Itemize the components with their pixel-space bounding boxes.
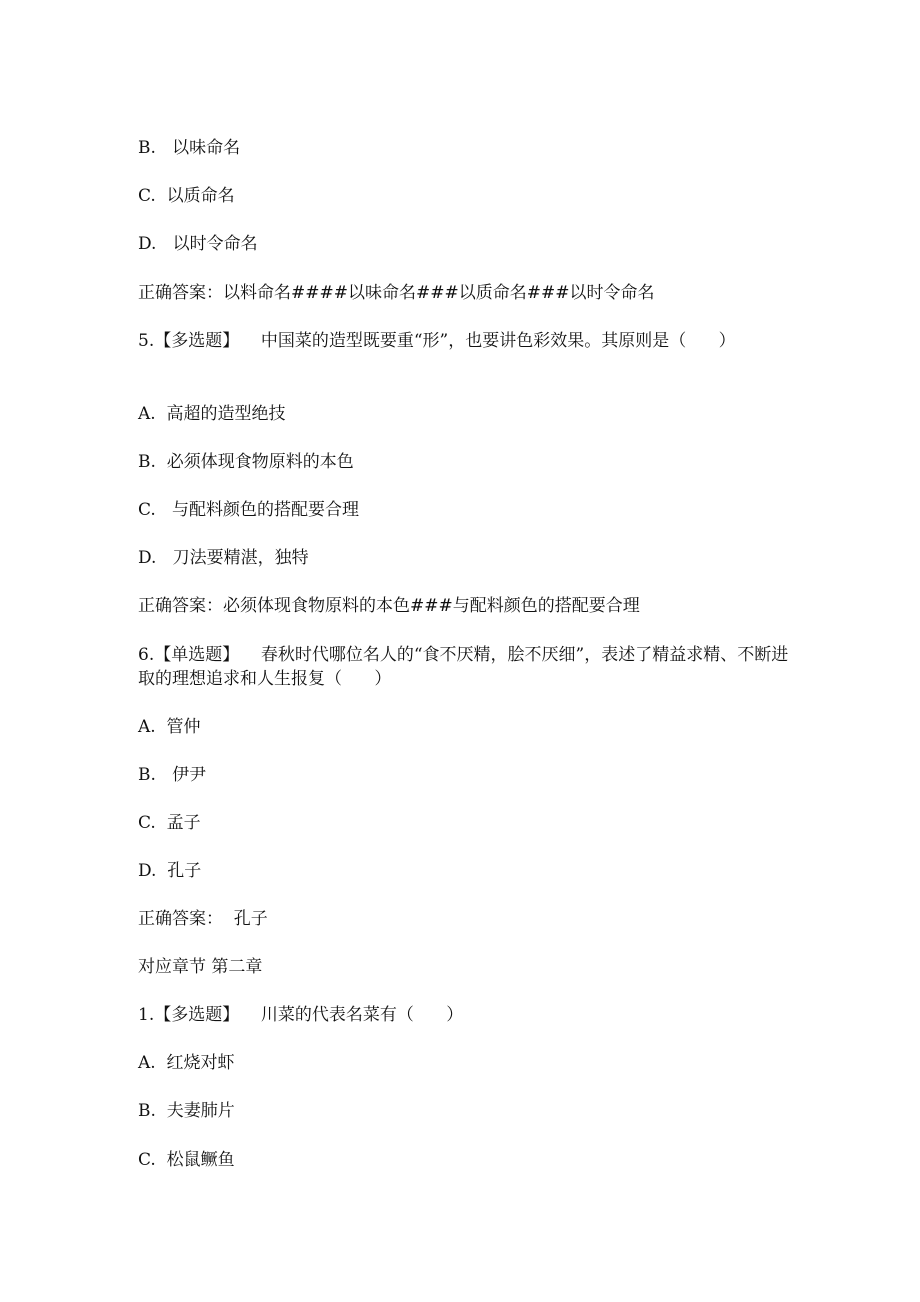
option-a-q6: A. 管仲 xyxy=(138,717,201,737)
option-a-ch2-q1: A. 红烧对虾 xyxy=(138,1053,235,1073)
option-c-q4: C. 以质命名 xyxy=(138,186,235,206)
answer-q6: 正确答案： 孔子 xyxy=(138,909,268,929)
chapter-heading: 对应章节 第二章 xyxy=(138,957,263,977)
question-1-ch2: 1.【多选题】 川菜的代表名菜有（ ） xyxy=(138,1005,464,1025)
option-d-q5: D. 刀法要精湛，独特 xyxy=(138,548,309,568)
option-b-q4: B. 以味命名 xyxy=(138,138,241,158)
option-a-q5: A. 高超的造型绝技 xyxy=(138,404,286,424)
option-c-q5: C. 与配料颜色的搭配要合理 xyxy=(138,500,360,520)
option-d-q6: D. 孔子 xyxy=(138,861,202,881)
answer-q4: 正确答案：以料命名####以味命名###以质命名###以时令命名 xyxy=(138,283,655,303)
question-5: 5.【多选题】 中国菜的造型既要重“形”，也要讲色彩效果。其原则是（ ） xyxy=(138,331,736,351)
option-b-q6: B. 伊尹 xyxy=(138,765,207,785)
option-c-ch2-q1: C. 松鼠鳜鱼 xyxy=(138,1150,235,1170)
option-c-q6: C. 孟子 xyxy=(138,813,201,833)
option-d-q4: D. 以时令命名 xyxy=(138,234,258,254)
answer-q5: 正确答案：必须体现食物原料的本色###与配料颜色的搭配要合理 xyxy=(138,596,640,616)
question-6: 6.【单选题】 春秋时代哪位名人的“食不厌精，脍不厌细”，表述了精益求精、不断进取的理想追求和人生报复（ ） xyxy=(138,645,789,689)
option-b-q5: B. 必须体现食物原料的本色 xyxy=(138,452,354,472)
option-b-ch2-q1: B. 夫妻肺片 xyxy=(138,1101,235,1121)
